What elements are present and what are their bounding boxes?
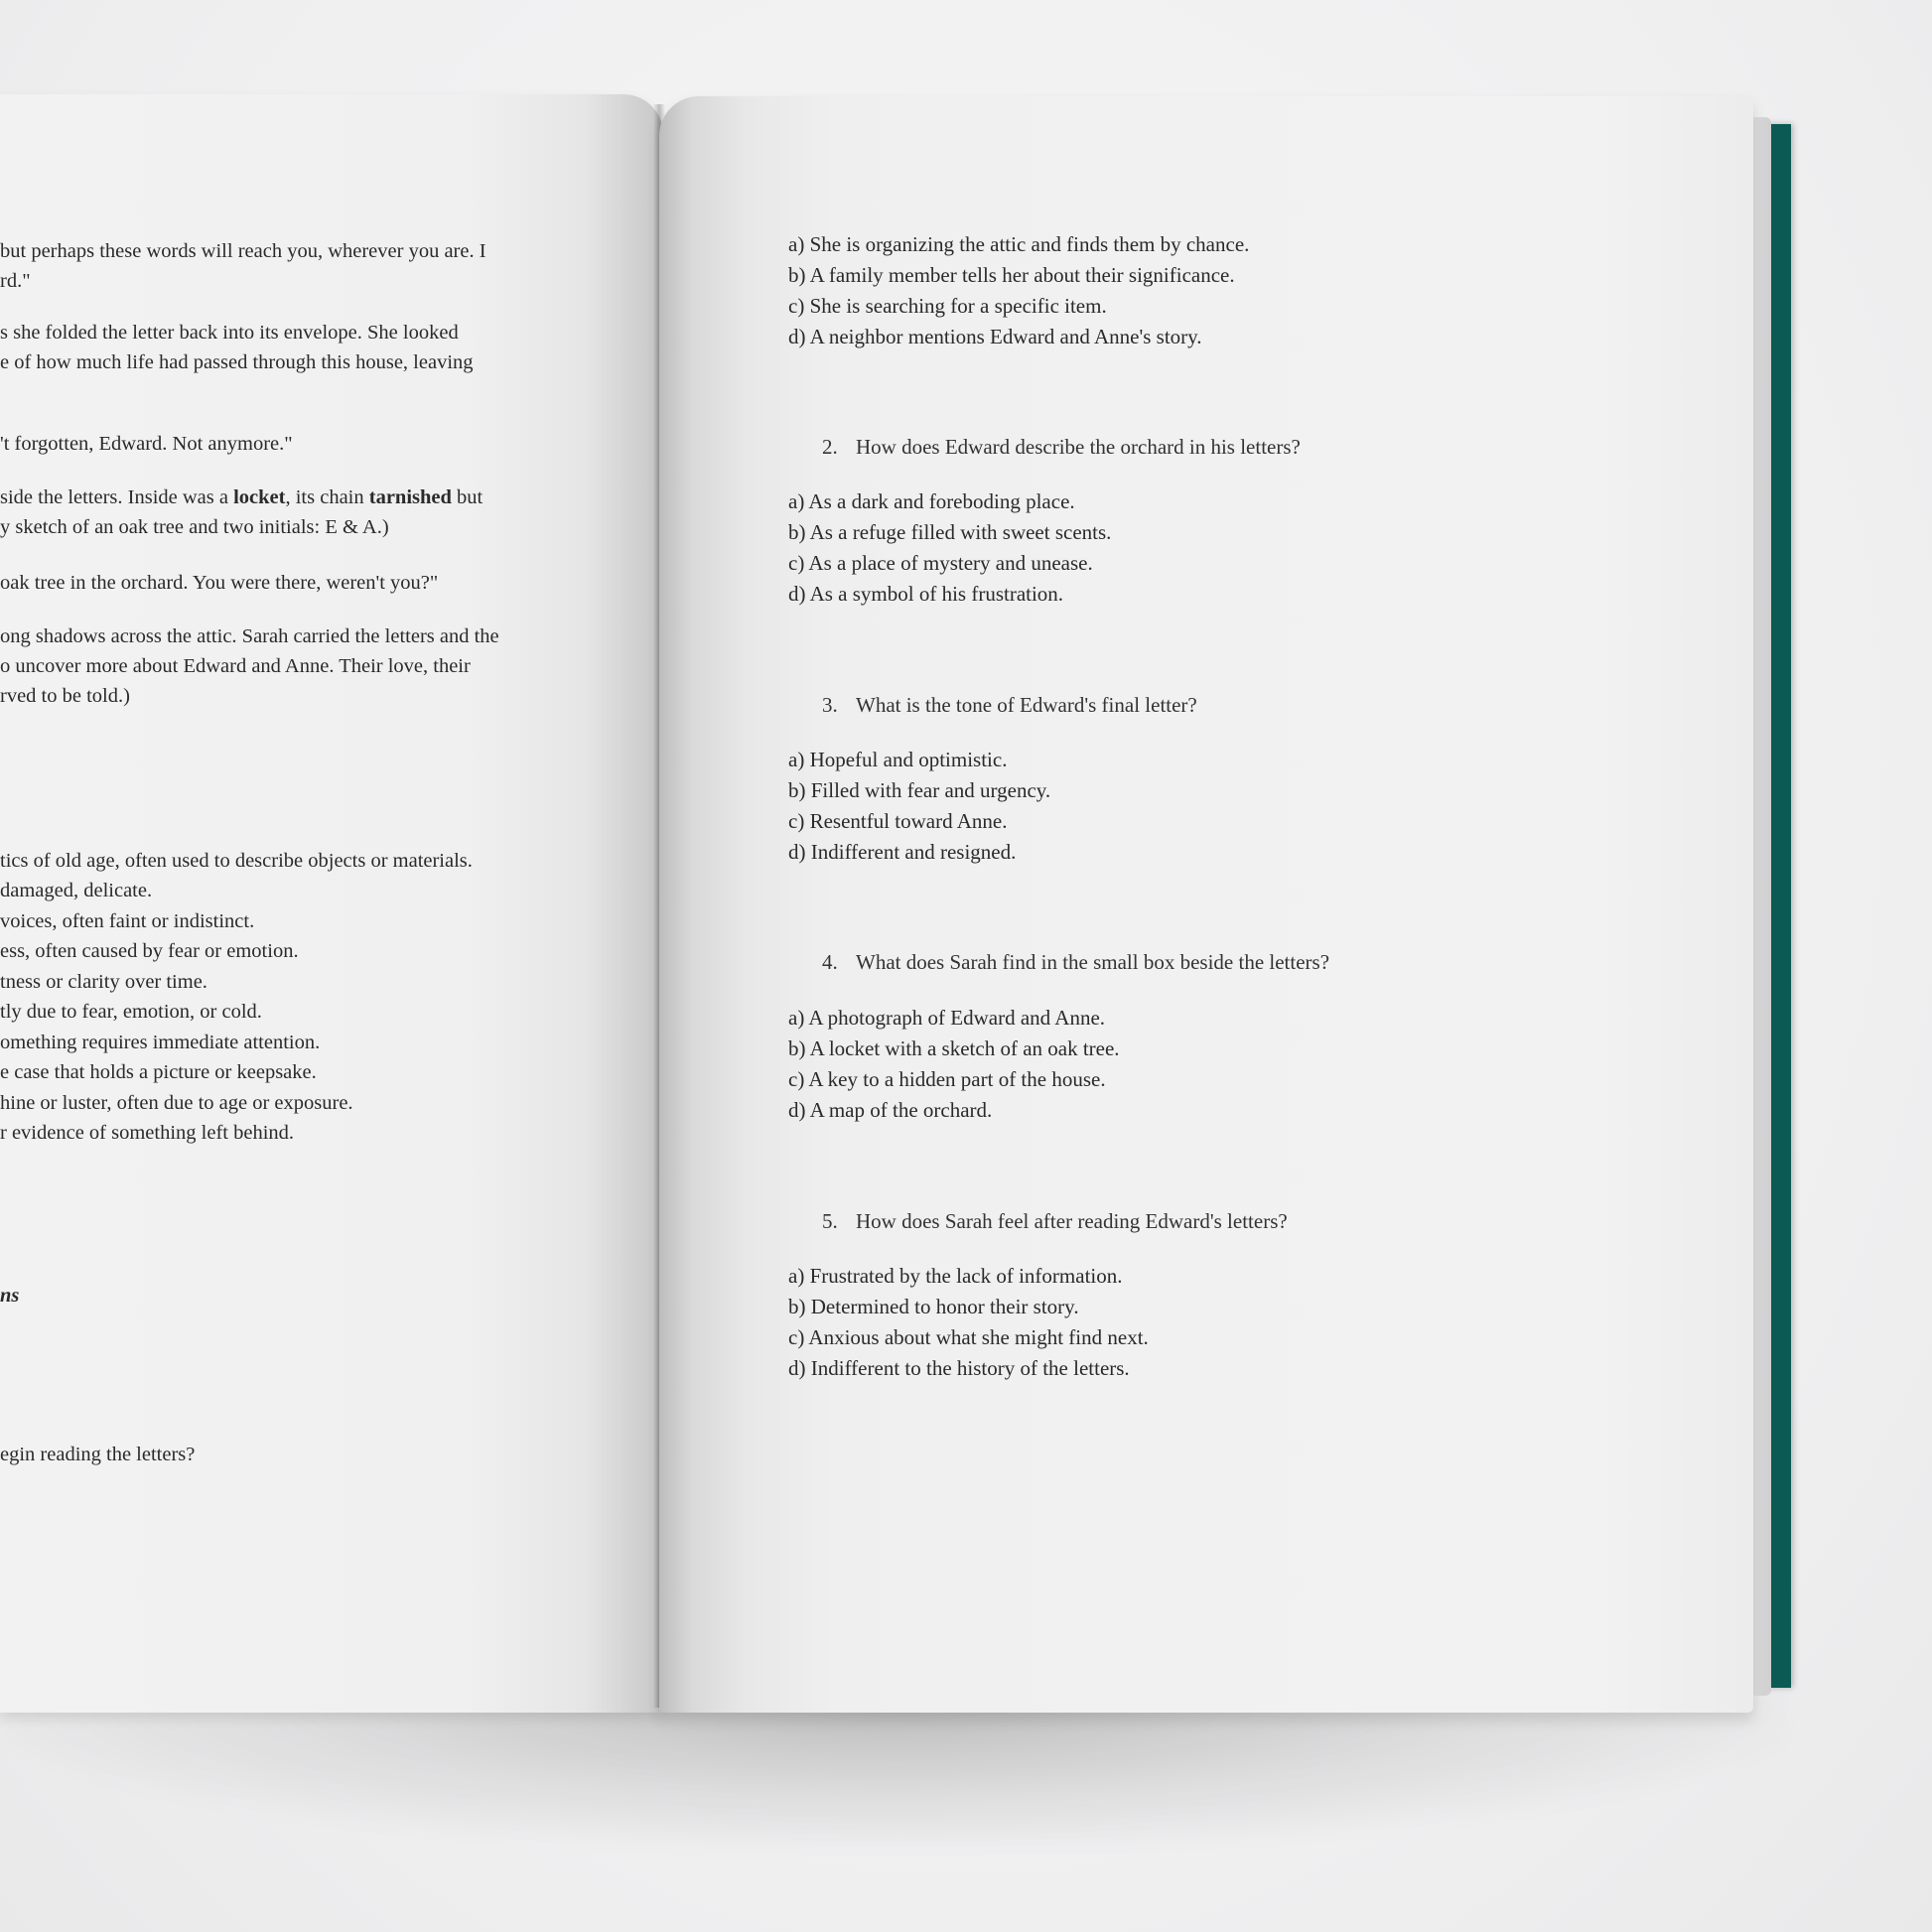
q5-option-d: d) Indifferent to the history of the letters.	[788, 1356, 1130, 1380]
left-line-3: s she folded the letter back into its envelope. She looked	[0, 322, 459, 344]
left-line-6	[0, 487, 483, 508]
definition-3: voices, often faint or indistinct.	[0, 910, 255, 932]
q2-option-b: b) As a refuge filled with sweet scents.	[788, 520, 1112, 544]
definition-8: e case that holds a picture or keepsake.	[0, 1061, 317, 1083]
definition-6: tly due to fear, emotion, or cold.	[0, 1001, 262, 1023]
q3-text: What is the tone of Edward's final letter?	[856, 693, 1197, 717]
locket-word: locket	[233, 486, 286, 508]
q2-option-d: d) As a symbol of his frustration.	[788, 582, 1064, 606]
definition-5: tness or clarity over time.	[0, 971, 207, 993]
q5-option-b: b) Determined to honor their story.	[788, 1295, 1079, 1318]
q1-option-d: d) A neighbor mentions Edward and Anne's story.	[788, 325, 1202, 348]
q4-option-c: c) A key to a hidden part of the house.	[788, 1067, 1106, 1091]
left-line-9: ong shadows across the attic. Sarah carried the letters and the	[0, 625, 499, 647]
q3-option-c: c) Resentful toward Anne.	[788, 809, 1008, 833]
left-line-6-c: but	[457, 486, 483, 508]
definition-10: r evidence of something left behind.	[0, 1122, 295, 1144]
q4-text: What does Sarah find in the small box beside the letters?	[856, 950, 1330, 974]
definition-4: ess, often caused by fear or emotion.	[0, 940, 299, 962]
q5-text: How does Sarah feel after reading Edward's letters?	[856, 1209, 1288, 1233]
section-heading-fragment	[0, 1286, 19, 1307]
left-line-7: y sketch of an oak tree and two initials: E & A.)	[0, 516, 389, 538]
q4-option-d: d) A map of the orchard.	[788, 1098, 993, 1122]
q3-number: 3.	[822, 693, 838, 717]
q3-option-d: d) Indifferent and resigned.	[788, 840, 1017, 864]
left-line-4: e of how much life had passed through this house, leaving	[0, 351, 474, 373]
q2-option-c: c) As a place of mystery and unease.	[788, 551, 1093, 575]
left-line-5: 't forgotten, Edward. Not anymore."	[0, 433, 293, 455]
q4-option-a: a) A photograph of Edward and Anne.	[788, 1006, 1106, 1030]
definition-7: omething requires immediate attention.	[0, 1032, 321, 1053]
q3-option-b: b) Filled with fear and urgency.	[788, 778, 1051, 802]
question-fragment: egin reading the letters?	[0, 1444, 196, 1465]
left-line-10: o uncover more about Edward and Anne. Their love, their	[0, 655, 471, 677]
left-line-2: rd."	[0, 270, 31, 292]
q1-option-a: a) She is organizing the attic and finds them by chance.	[788, 232, 1250, 256]
left-line-6-b: , its chain	[285, 486, 364, 508]
definition-2: damaged, delicate.	[0, 880, 153, 901]
q3-option-a: a) Hopeful and optimistic.	[788, 748, 1008, 771]
q5-option-a: a) Frustrated by the lack of information.	[788, 1264, 1123, 1288]
left-line-11: rved to be told.)	[0, 685, 130, 707]
right-page	[659, 96, 1753, 1713]
q2-number: 2.	[822, 435, 838, 459]
q5-option-c: c) Anxious about what she might find next.	[788, 1325, 1149, 1349]
q5-number: 5.	[822, 1209, 838, 1233]
definition-1: tics of old age, often used to describe objects or materials.	[0, 850, 473, 872]
left-line-1: but perhaps these words will reach you, wherever you are. I	[0, 240, 486, 262]
left-line-8: oak tree in the orchard. You were there, weren't you?"	[0, 572, 439, 594]
section-heading-text: ns	[0, 1285, 20, 1307]
q2-option-a: a) As a dark and foreboding place.	[788, 489, 1075, 513]
q4-number: 4.	[822, 950, 838, 974]
q1-option-b: b) A family member tells her about their significance.	[788, 263, 1235, 287]
left-line-6-a: side the letters. Inside was a	[0, 486, 228, 508]
definition-9: hine or luster, often due to age or exposure.	[0, 1092, 353, 1114]
q4-option-b: b) A locket with a sketch of an oak tree.	[788, 1036, 1120, 1060]
left-page	[0, 94, 663, 1713]
q2-text: How does Edward describe the orchard in his letters?	[856, 435, 1301, 459]
q1-option-c: c) She is searching for a specific item.	[788, 294, 1107, 318]
tarnished-word: tarnished	[368, 486, 452, 508]
